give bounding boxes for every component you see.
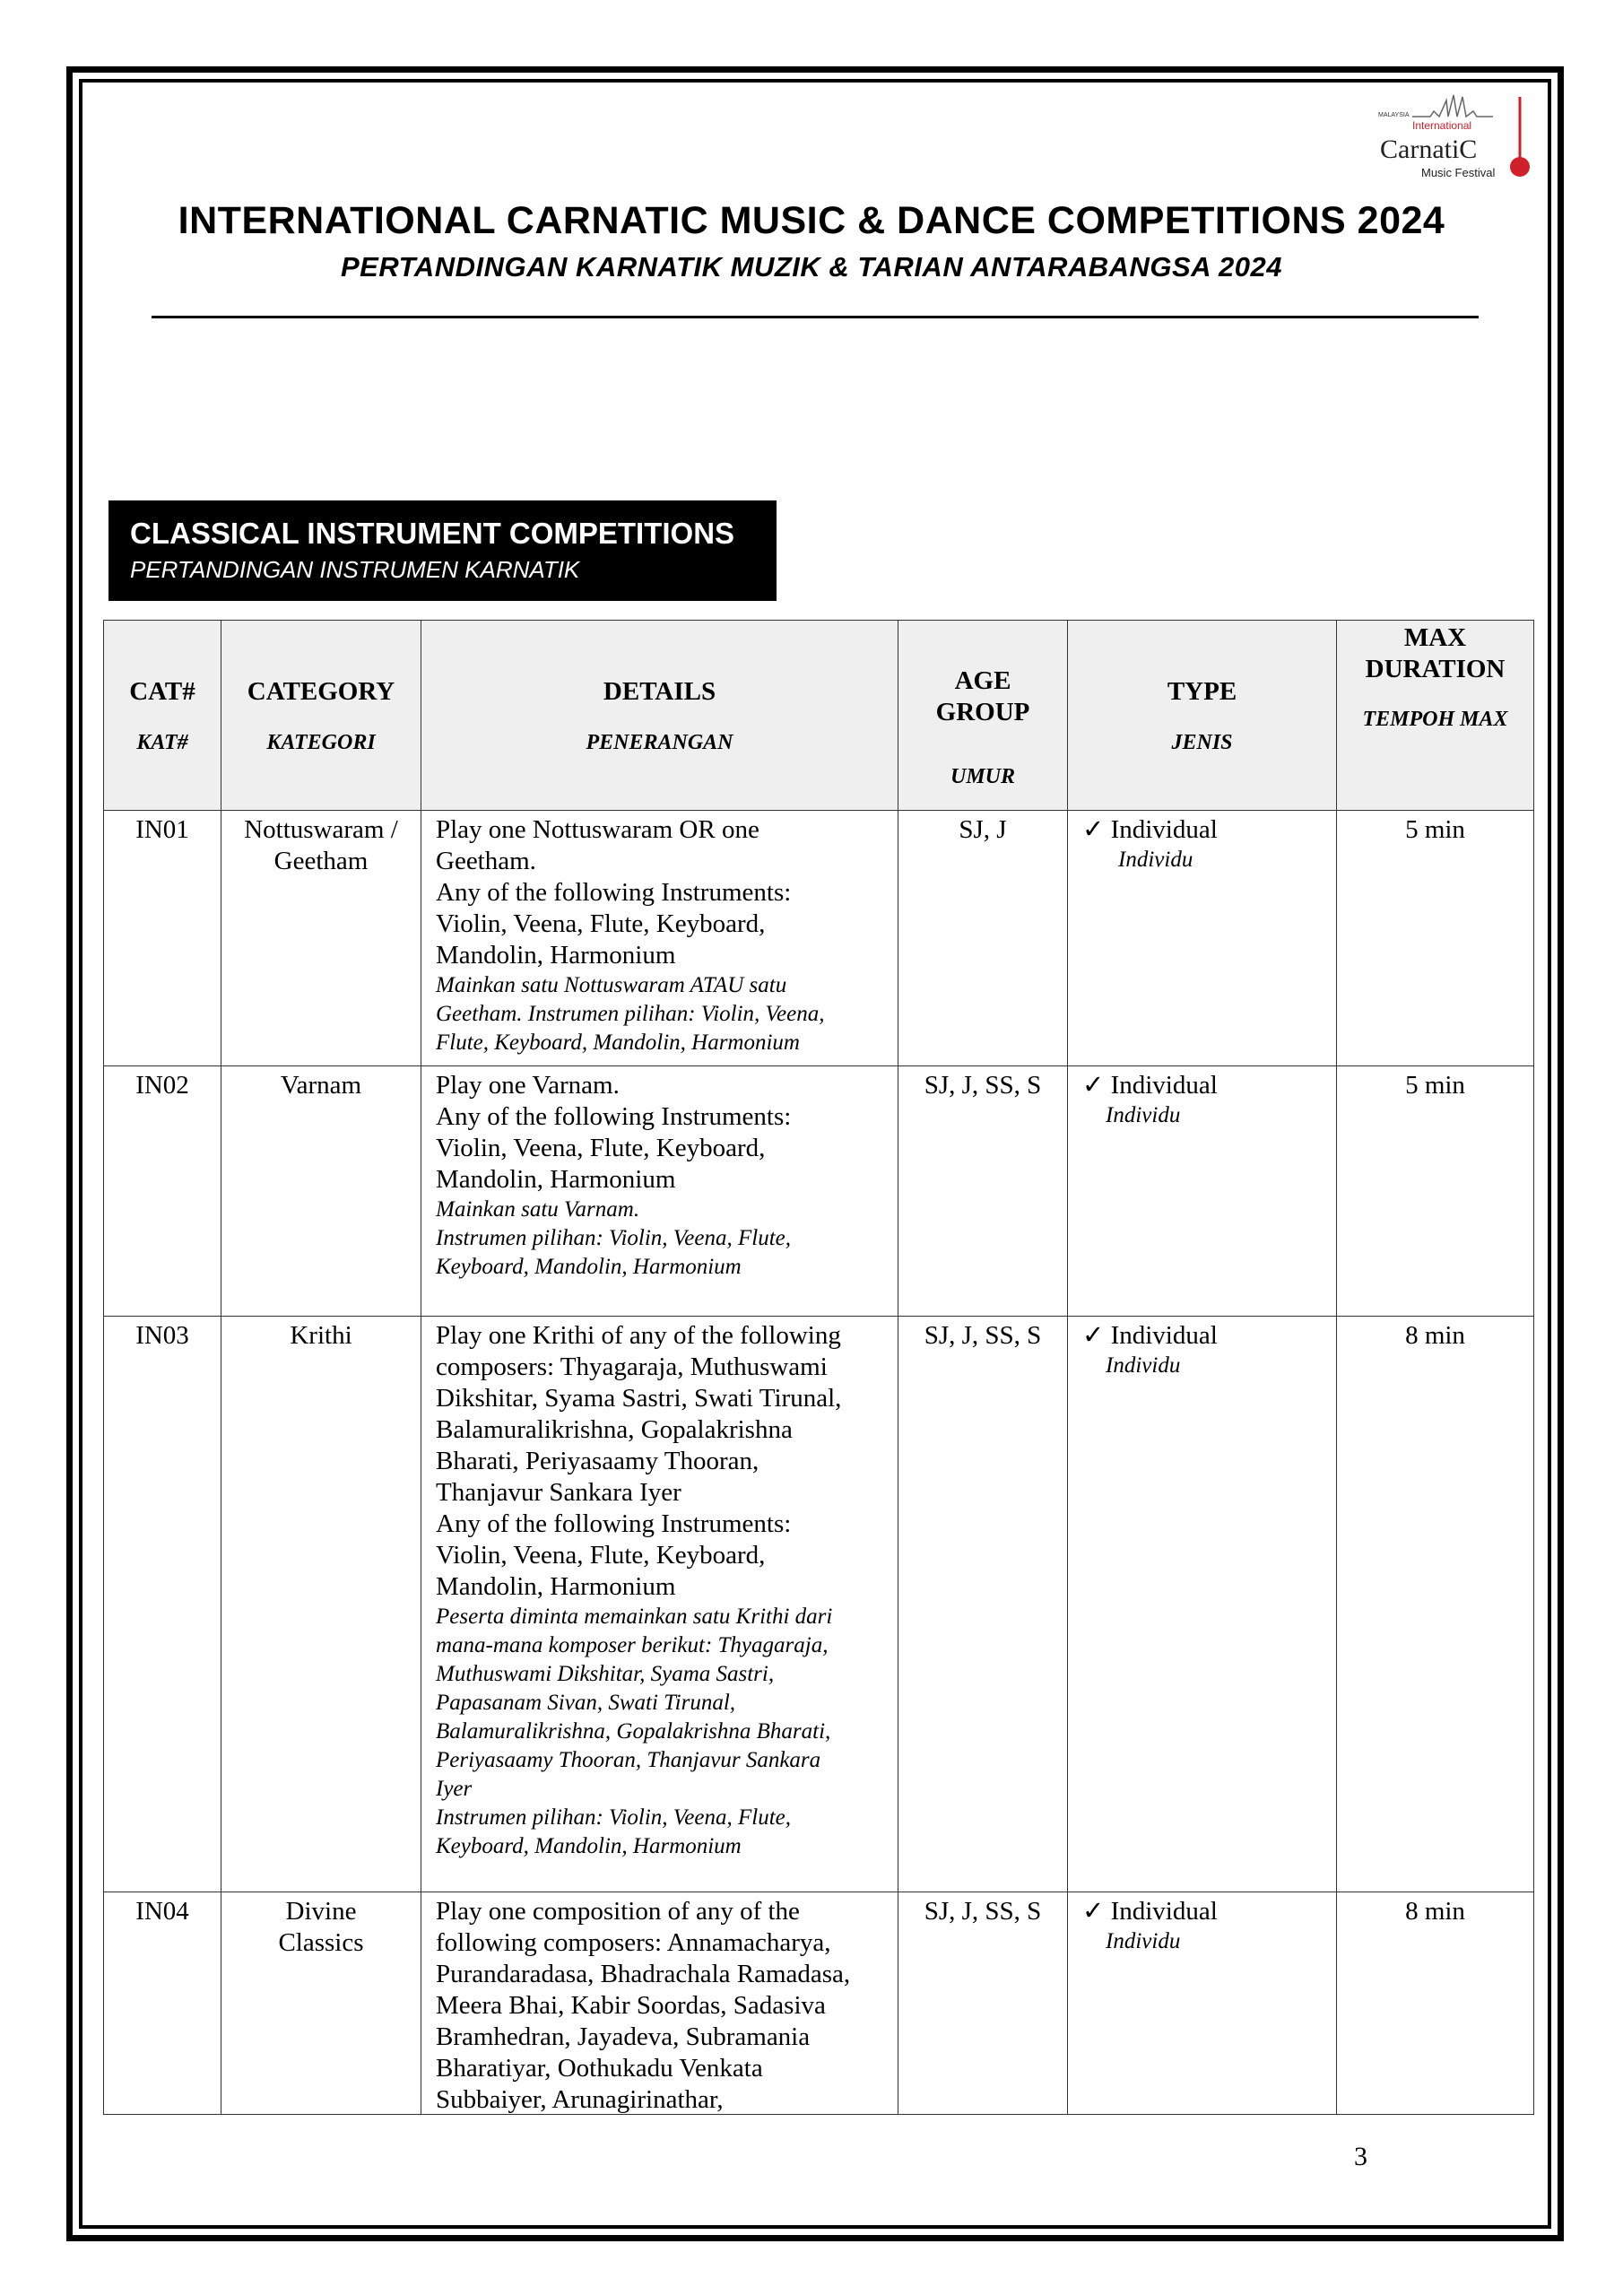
details-cell (421, 1892, 898, 2115)
age-group-cell (898, 810, 1068, 1066)
details-ms-line: Peserta diminta memainkan satu Krithi dari (436, 1605, 833, 1629)
header-age-group (898, 620, 1068, 811)
details-line: Play one Krithi of any of the following (436, 1321, 841, 1350)
details-cell (421, 1065, 898, 1317)
details-line: Mandolin, Harmonium (436, 1572, 676, 1601)
title-divider (152, 316, 1479, 318)
type-label-ms: Individu (1106, 1103, 1181, 1127)
type-cell (1067, 1065, 1337, 1317)
type-cell (1067, 1316, 1337, 1892)
type-label: Individual (1110, 815, 1218, 844)
details-ms-line: Mainkan satu Nottuswaram ATAU satu (436, 973, 787, 997)
age-group: SJ, J, SS, S (924, 1897, 1042, 1926)
check-icon: ✓ (1082, 1071, 1111, 1100)
header-label: MAX (1403, 623, 1467, 652)
category-line: Varnam (280, 1071, 362, 1100)
header-label-ms: PENERANGAN (586, 731, 733, 754)
age-group-cell (898, 1065, 1068, 1317)
type-line (1082, 1320, 1336, 1352)
cat-cell (103, 810, 221, 1066)
max-duration: 8 min (1405, 1321, 1465, 1350)
type-line (1082, 1896, 1336, 1927)
header-type (1067, 620, 1337, 811)
age-group: SJ, J, SS, S (924, 1071, 1042, 1100)
details-cell (421, 1316, 898, 1892)
header-label-ms: JENIS (1171, 731, 1233, 754)
details-ms-line: Muthuswami Dikshitar, Syama Sastri, (436, 1662, 775, 1686)
duration-cell (1336, 1892, 1534, 2115)
category-cell (221, 810, 421, 1066)
details-ms-line: Flute, Keyboard, Mandolin, Harmonium (436, 1031, 800, 1055)
details-ms-line: Balamuralikrishna, Gopalakrishna Bharati, (436, 1719, 831, 1744)
details-ms-line: Geetham. Instrumen pilihan: Violin, Veena, (436, 1002, 825, 1026)
check-icon: ✓ (1082, 1897, 1111, 1926)
category-cell (221, 1892, 421, 2115)
details-line: Violin, Veena, Flute, Keyboard, (436, 1541, 766, 1570)
details-line: Any of the following Instruments: (436, 878, 792, 907)
type-label-ms: Individu (1118, 848, 1193, 872)
type-cell (1067, 810, 1337, 1066)
svg-text:Music Festival: Music Festival (1421, 166, 1496, 179)
header-max-duration (1336, 620, 1534, 811)
details-line: Thanjavur Sankara Iyer (436, 1478, 681, 1507)
details-ms-line: Periyasaamy Thooran, Thanjavur Sankara (436, 1748, 821, 1772)
max-duration: 5 min (1405, 815, 1465, 844)
details-line: Dikshitar, Syama Sastri, Swati Tirunal, (436, 1384, 842, 1413)
header-label-ms: TEMPOH MAX (1362, 708, 1508, 731)
details-line: composers: Thyagaraja, Muthuswami (436, 1352, 828, 1381)
category-line: Krithi (290, 1321, 352, 1350)
details-line: Violin, Veena, Flute, Keyboard, (436, 909, 766, 938)
details-line: Bramhedran, Jayadeva, Subramania (436, 2022, 811, 2051)
category-line: Geetham (273, 847, 369, 875)
type-cell (1067, 1892, 1337, 2115)
cat-cell (103, 1316, 221, 1892)
duration-cell (1336, 1065, 1534, 1317)
svg-text:CarnatiC: CarnatiC (1380, 135, 1478, 164)
document-title: INTERNATIONAL CARNATIC MUSIC & DANCE COMPETITIONS 2024 (178, 199, 1445, 242)
details-line: Balamuralikrishna, Gopalakrishna (436, 1415, 793, 1444)
details-line: Play one Nottuswaram OR one (436, 815, 759, 844)
cat-code: IN03 (135, 1321, 189, 1350)
type-label-ms: Individu (1106, 1929, 1181, 1953)
cat-cell (103, 1892, 221, 2115)
type-label: Individual (1110, 1321, 1218, 1350)
section-title: CLASSICAL INSTRUMENT COMPETITIONS (130, 517, 735, 550)
page-number: 3 (1354, 2142, 1367, 2171)
details-line: Play one composition of any of the (436, 1897, 800, 1926)
details-line: Bharati, Periyasaamy Thooran, (436, 1447, 759, 1475)
header-label: GROUP (935, 698, 1030, 726)
category-cell (221, 1316, 421, 1892)
category-line: Nottuswaram / (244, 815, 398, 844)
details-cell (421, 810, 898, 1066)
category-line: Divine (285, 1897, 357, 1926)
check-icon: ✓ (1082, 815, 1111, 844)
age-group-cell (898, 1892, 1068, 2115)
details-line: Geetham. (436, 847, 536, 875)
header-label-ms: KAT# (136, 731, 188, 754)
details-ms-line: mana-mana komposer berikut: Thyagaraja, (436, 1633, 829, 1657)
details-ms-line: Instrumen pilihan: Violin, Veena, Flute, (436, 1805, 791, 1830)
header-category (221, 620, 421, 811)
details-ms-line: Papasanam Sivan, Swati Tirunal, (436, 1691, 736, 1715)
festival-logo (1376, 93, 1538, 183)
details-ms-line: Mainkan satu Varnam. (436, 1197, 640, 1222)
header-label: CAT# (129, 677, 195, 706)
header-label-ms: UMUR (950, 765, 1015, 788)
header-label: TYPE (1167, 677, 1237, 706)
details-line: Any of the following Instruments: (436, 1102, 792, 1131)
details-ms-line: Iyer (436, 1777, 473, 1801)
header-label: CATEGORY (247, 677, 395, 706)
type-label: Individual (1110, 1071, 1218, 1100)
type-label-ms: Individu (1106, 1353, 1181, 1378)
details-line: Mandolin, Harmonium (436, 1165, 676, 1194)
duration-cell (1336, 810, 1534, 1066)
svg-text:International: International (1412, 119, 1472, 132)
cat-cell (103, 1065, 221, 1317)
details-ms-line: Instrumen pilihan: Violin, Veena, Flute, (436, 1226, 791, 1250)
header-label: DURATION (1365, 655, 1506, 683)
details-line: Meera Bhai, Kabir Soordas, Sadasiva (436, 1991, 826, 2020)
details-ms-line: Keyboard, Mandolin, Harmonium (436, 1255, 742, 1279)
cat-code: IN04 (135, 1897, 189, 1926)
details-line: following composers: Annamacharya, (436, 1928, 831, 1957)
details-line: Purandaradasa, Bhadrachala Ramadasa, (436, 1960, 851, 1988)
header-label: AGE (954, 666, 1011, 695)
header-label: DETAILS (603, 677, 716, 706)
cat-code: IN02 (135, 1071, 189, 1100)
type-label: Individual (1110, 1897, 1218, 1926)
competition-table (103, 620, 1533, 2114)
details-ms-line: Keyboard, Mandolin, Harmonium (436, 1834, 742, 1858)
section-banner (108, 500, 777, 601)
details-line: Mandolin, Harmonium (436, 941, 676, 970)
check-icon: ✓ (1082, 1321, 1111, 1350)
details-line: Violin, Veena, Flute, Keyboard, (436, 1134, 766, 1162)
duration-cell (1336, 1316, 1534, 1892)
type-line (1082, 1070, 1336, 1101)
max-duration: 5 min (1405, 1071, 1465, 1100)
header-cat (103, 620, 221, 811)
max-duration: 8 min (1405, 1897, 1465, 1926)
age-group: SJ, J (959, 815, 1007, 844)
details-line: Play one Varnam. (436, 1071, 620, 1100)
details-line: Subbaiyer, Arunagirinathar, (436, 2085, 724, 2114)
age-group: SJ, J, SS, S (924, 1321, 1042, 1350)
header-details (421, 620, 898, 811)
category-line: Classics (278, 1928, 364, 1957)
details-line: Bharatiyar, Oothukadu Venkata (436, 2054, 763, 2083)
document-subtitle: PERTANDINGAN KARNATIK MUZIK & TARIAN ANTARABANGSA 2024 (340, 251, 1282, 283)
age-group-cell (898, 1316, 1068, 1892)
details-line: Any of the following Instruments: (436, 1509, 792, 1538)
header-label-ms: KATEGORI (266, 731, 376, 754)
section-subtitle: PERTANDINGAN INSTRUMEN KARNATIK (130, 556, 580, 583)
category-cell (221, 1065, 421, 1317)
svg-text:MALAYSIA: MALAYSIA (1378, 112, 1410, 118)
cat-code: IN01 (135, 815, 189, 844)
type-line (1082, 814, 1336, 846)
